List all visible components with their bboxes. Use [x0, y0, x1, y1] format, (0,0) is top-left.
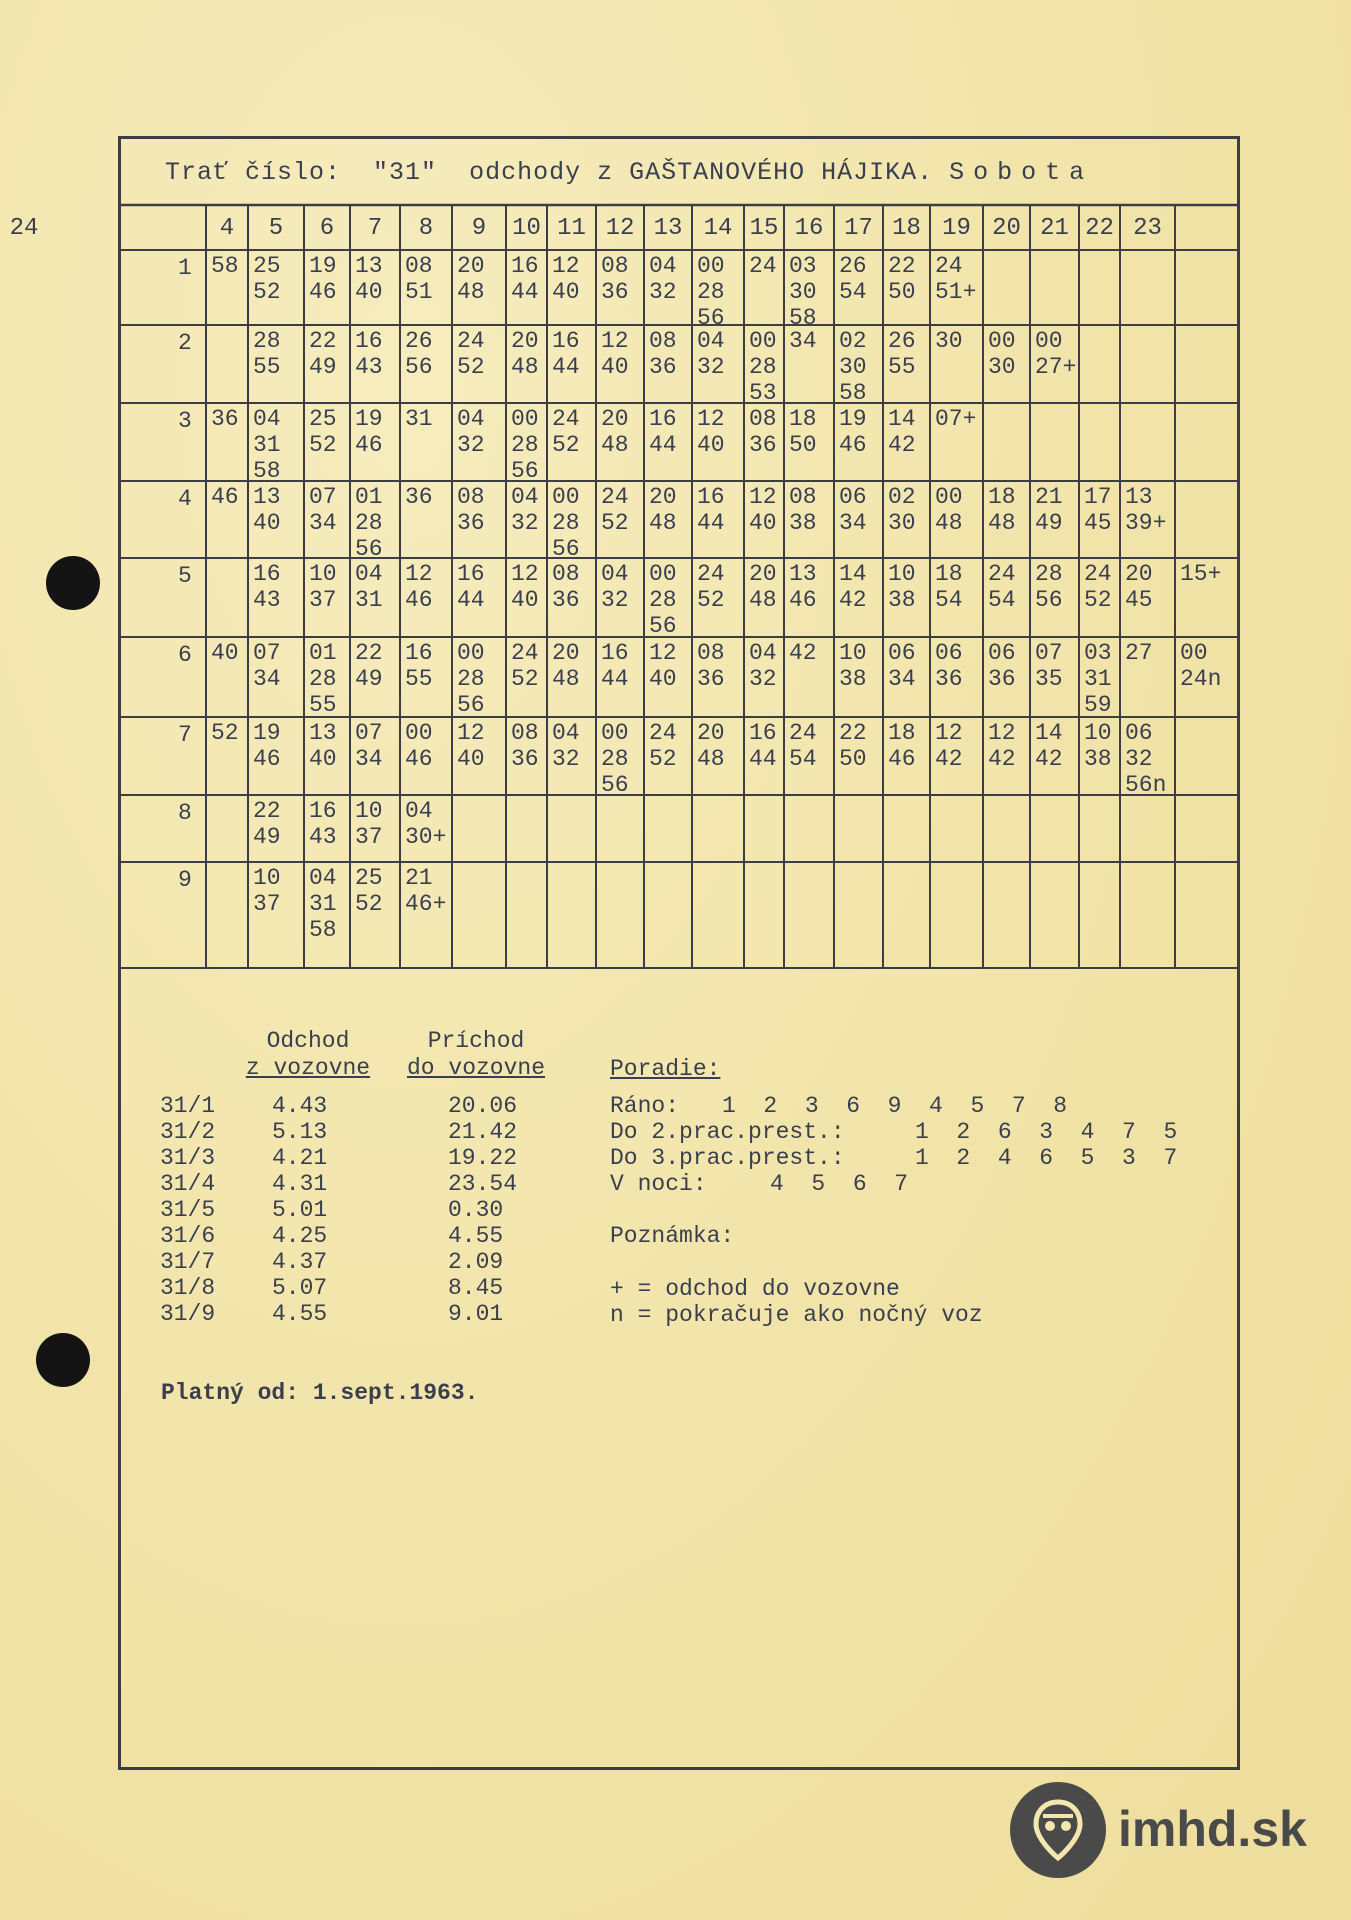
note-line-n: n = pokračuje ako nočný voz [610, 1302, 983, 1328]
departure-cell: 12 42 [988, 720, 1016, 772]
depot-out-header [228, 1028, 388, 1082]
departure-cell: 07 34 [253, 640, 281, 692]
departure-cell: 16 44 [601, 640, 629, 692]
departure-cell: 16 44 [749, 720, 777, 772]
departure-cell: 16 43 [355, 328, 383, 380]
departure-cell: 26 55 [888, 328, 916, 380]
departure-cell: 15+ [1180, 561, 1222, 587]
departure-cell: 04 30+ [405, 798, 447, 850]
departure-cell: 18 54 [935, 561, 963, 613]
hour-header: 22 [1085, 215, 1114, 242]
order-values: 1 2 6 3 4 7 5 [915, 1119, 1178, 1145]
departure-cell: 34 [789, 328, 817, 354]
depot-in-time: 8.45 [448, 1275, 504, 1301]
departure-cell: 19 46 [355, 406, 383, 458]
departure-cell: 07 34 [355, 720, 383, 772]
departure-cell: 26 56 [405, 328, 433, 380]
depot-in-time: 2.09 [448, 1249, 504, 1275]
depot-run: 31/9 [160, 1301, 216, 1327]
departure-cell: 22 49 [253, 798, 281, 850]
hour-header: 20 [992, 215, 1021, 242]
departure-cell: 04 32 [552, 720, 580, 772]
depot-in-time: 21.42 [448, 1119, 518, 1145]
departure-cell: 26 54 [839, 253, 867, 305]
depot-out-time: 4.55 [272, 1301, 328, 1327]
title-line-number: "31" [373, 158, 438, 187]
departure-cell: 24 54 [789, 720, 817, 772]
hour-header: 12 [605, 215, 635, 242]
order-label: Do 2.prac.prest.: [610, 1119, 845, 1145]
title-direction: odchody z GAŠTANOVÉHO HÁJIKA. [469, 158, 934, 187]
departure-cell: 00 28 56 [697, 253, 725, 331]
departure-cell: 08 38 [789, 484, 817, 536]
run-number: 4 [178, 486, 192, 512]
departure-cell: 13 39+ [1125, 484, 1167, 536]
depot-in-time: 4.55 [448, 1223, 504, 1249]
departure-cell: 10 37 [253, 865, 281, 917]
departure-cell: 24 [749, 253, 777, 279]
departure-cell: 24 52 [552, 406, 580, 458]
depot-run: 31/6 [160, 1223, 216, 1249]
departure-cell: 18 50 [789, 406, 817, 458]
depot-out-time: 4.21 [272, 1145, 328, 1171]
departure-cell: 36 [405, 484, 433, 510]
departure-cell: 00 28 56 [511, 406, 539, 484]
hour-header: 17 [844, 215, 873, 242]
departure-cell: 12 40 [601, 328, 629, 380]
hour-header: 6 [319, 215, 335, 242]
departure-cell: 58 [211, 253, 239, 279]
depot-out-time: 5.01 [272, 1197, 328, 1223]
note-title: Poznámka: [610, 1223, 735, 1249]
depot-out-time: 5.13 [272, 1119, 328, 1145]
departure-cell: 25 52 [355, 865, 383, 917]
departure-cell: 20 48 [457, 253, 485, 305]
departure-cell: 00 46 [405, 720, 433, 772]
departure-cell: 12 40 [649, 640, 677, 692]
departure-cell: 24 52 [457, 328, 485, 380]
valid-from: Platný od: 1.sept.1963. [161, 1380, 479, 1406]
departure-cell: 00 28 56 [601, 720, 629, 798]
hour-header: 8 [418, 215, 434, 242]
hour-header: 9 [471, 215, 487, 242]
departure-cell: 14 42 [839, 561, 867, 613]
run-number: 2 [178, 330, 192, 356]
hour-header: 10 [512, 215, 541, 242]
order-values: 1 2 4 6 5 3 7 [915, 1145, 1178, 1171]
departure-cell: 19 46 [253, 720, 281, 772]
departure-cell: 24 52 [1084, 561, 1112, 613]
departure-cell: 20 48 [511, 328, 539, 380]
departure-cell: 07+ [935, 406, 977, 432]
departure-cell: 00 28 56 [552, 484, 580, 562]
departure-cell: 20 48 [697, 720, 725, 772]
departure-cell: 01 28 56 [355, 484, 383, 562]
departure-cell: 08 51 [405, 253, 433, 305]
departure-cell: 08 36 [552, 561, 580, 613]
depot-run: 31/3 [160, 1145, 216, 1171]
departure-cell: 06 34 [839, 484, 867, 536]
departure-cell: 08 36 [511, 720, 539, 772]
departure-cell: 06 34 [888, 640, 916, 692]
departure-cell: 16 44 [697, 484, 725, 536]
departure-cell: 19 46 [839, 406, 867, 458]
hour-header: 5 [268, 215, 284, 242]
departure-cell: 12 40 [697, 406, 725, 458]
departure-cell: 10 38 [888, 561, 916, 613]
order-title: Poradie: [610, 1056, 721, 1082]
hour-header: 13 [653, 215, 683, 242]
depot-run: 31/7 [160, 1249, 216, 1275]
departure-cell: 08 36 [601, 253, 629, 305]
departure-cell: 17 45 [1084, 484, 1112, 536]
depot-in-time: 19.22 [448, 1145, 518, 1171]
hour-header: 23 [1133, 215, 1162, 242]
hour-header: 18 [892, 215, 921, 242]
departure-cell: 13 40 [253, 484, 281, 536]
departure-cell: 18 48 [988, 484, 1016, 536]
departure-cell: 36 [211, 406, 239, 432]
departure-cell: 00 30 [988, 328, 1016, 380]
departure-cell: 20 48 [649, 484, 677, 536]
departure-cell: 28 55 [253, 328, 281, 380]
order-values: 1 2 3 6 9 4 5 7 8 [722, 1093, 1068, 1119]
imhd-logo[interactable] [1010, 1782, 1310, 1882]
departure-cell: 10 38 [1084, 720, 1112, 772]
hour-header: 24 [9, 215, 39, 242]
departure-cell: 24 52 [601, 484, 629, 536]
departure-cell: 04 32 [601, 561, 629, 613]
run-number: 3 [178, 408, 192, 434]
departure-cell: 06 36 [988, 640, 1016, 692]
hour-header: 7 [367, 215, 383, 242]
depot-out-header-line1: Odchod [266, 1028, 350, 1054]
depot-in-time: 9.01 [448, 1301, 504, 1327]
departure-cell: 21 49 [1035, 484, 1063, 536]
run-number: 9 [178, 867, 192, 893]
depot-run: 31/4 [160, 1171, 216, 1197]
depot-in-header-line1: Príchod [427, 1028, 525, 1054]
hour-header: 21 [1040, 215, 1069, 242]
departure-cell: 20 48 [749, 561, 777, 613]
departure-cell: 27 [1125, 640, 1153, 666]
depot-in-time: 23.54 [448, 1171, 518, 1197]
departure-cell: 16 44 [552, 328, 580, 380]
order-label: V noci: [610, 1171, 707, 1197]
depot-in-header [396, 1028, 556, 1082]
departure-cell: 12 46 [405, 561, 433, 613]
departure-cell: 00 27+ [1035, 328, 1077, 380]
departure-cell: 20 45 [1125, 561, 1153, 613]
departure-cell: 01 28 55 [309, 640, 337, 718]
order-label: Do 3.prac.prest.: [610, 1145, 845, 1171]
departure-cell: 10 37 [355, 798, 383, 850]
departure-cell: 04 31 58 [309, 865, 337, 943]
departure-cell: 12 40 [511, 561, 539, 613]
departure-cell: 00 48 [935, 484, 963, 536]
imhd-logo-text: imhd.sk [1118, 1801, 1307, 1857]
departure-cell: 22 49 [355, 640, 383, 692]
depot-out-time: 4.43 [272, 1093, 328, 1119]
departure-cell: 04 32 [749, 640, 777, 692]
departure-cell: 25 52 [309, 406, 337, 458]
departure-cell: 22 50 [839, 720, 867, 772]
departure-cell: 19 46 [309, 253, 337, 305]
note-line-plus: + = odchod do vozovne [610, 1276, 900, 1302]
depot-out-time: 4.37 [272, 1249, 328, 1275]
departure-cell: 12 40 [749, 484, 777, 536]
departure-cell: 24 52 [649, 720, 677, 772]
run-number: 6 [178, 642, 192, 668]
depot-run: 31/5 [160, 1197, 216, 1223]
run-number: 8 [178, 800, 192, 826]
departure-cell: 20 48 [601, 406, 629, 458]
hour-header: 11 [557, 215, 586, 242]
departure-cell: 04 32 [511, 484, 539, 536]
order-label: Ráno: [610, 1093, 680, 1119]
departure-cell: 16 44 [457, 561, 485, 613]
departure-cell: 40 [211, 640, 239, 666]
departure-cell: 04 31 58 [253, 406, 281, 484]
departure-cell: 08 36 [749, 406, 777, 458]
departure-cell: 00 24n [1180, 640, 1222, 692]
departure-cell: 08 36 [457, 484, 485, 536]
depot-out-header-line2: z vozovne [245, 1055, 371, 1081]
departure-cell: 31 [405, 406, 433, 432]
departure-cell: 12 42 [935, 720, 963, 772]
depot-run: 31/8 [160, 1275, 216, 1301]
departure-cell: 04 31 [355, 561, 383, 613]
departure-cell: 18 46 [888, 720, 916, 772]
order-values: 4 5 6 7 [770, 1171, 909, 1197]
hour-header: 15 [749, 215, 779, 242]
departure-cell: 22 50 [888, 253, 916, 305]
departure-cell: 24 54 [988, 561, 1016, 613]
departure-cell: 24 52 [511, 640, 539, 692]
departure-cell: 00 28 56 [457, 640, 485, 718]
departure-cell: 42 [789, 640, 817, 666]
departure-cell: 46 [211, 484, 239, 510]
departure-cell: 25 52 [253, 253, 281, 305]
departure-cell: 08 36 [649, 328, 677, 380]
depot-run: 31/2 [160, 1119, 216, 1145]
departure-cell: 16 44 [511, 253, 539, 305]
run-number: 1 [178, 255, 192, 281]
departure-cell: 16 55 [405, 640, 433, 692]
departure-cell: 12 40 [552, 253, 580, 305]
departure-cell: 03 31 59 [1084, 640, 1112, 718]
run-number: 7 [178, 722, 192, 748]
departure-cell: 06 36 [935, 640, 963, 692]
departure-cell: 02 30 [888, 484, 916, 536]
hour-header: 4 [219, 215, 235, 242]
departure-cell: 22 49 [309, 328, 337, 380]
departure-cell: 10 38 [839, 640, 867, 692]
departure-cell: 24 51+ [935, 253, 977, 305]
depot-out-time: 4.31 [272, 1171, 328, 1197]
departure-cell: 00 28 53 [749, 328, 777, 406]
departure-cell: 07 34 [309, 484, 337, 536]
departure-cell: 14 42 [1035, 720, 1063, 772]
departure-cell: 00 28 56 [649, 561, 677, 639]
depot-out-time: 5.07 [272, 1275, 328, 1301]
depot-run: 31/1 [160, 1093, 216, 1119]
depot-in-time: 0.30 [448, 1197, 504, 1223]
departure-cell: 06 32 56n [1125, 720, 1167, 798]
departure-cell: 21 46+ [405, 865, 447, 917]
departure-cell: 12 40 [457, 720, 485, 772]
departure-cell: 24 52 [697, 561, 725, 613]
departure-cell: 14 42 [888, 406, 916, 458]
departure-cell: 02 30 58 [839, 328, 867, 406]
departure-cell: 52 [211, 720, 239, 746]
hour-header: 14 [703, 215, 733, 242]
departure-cell: 20 48 [552, 640, 580, 692]
departure-cell: 16 43 [309, 798, 337, 850]
hour-header: 16 [794, 215, 824, 242]
imhd-logo-icon [1010, 1782, 1106, 1878]
run-number: 5 [178, 563, 192, 589]
hour-header: 19 [942, 215, 971, 242]
departure-cell: 13 40 [355, 253, 383, 305]
departure-cell: 03 30 58 [789, 253, 817, 331]
title-day: Sobota [949, 158, 1094, 187]
departure-cell: 08 36 [697, 640, 725, 692]
depot-in-header-line2: do vozovne [406, 1055, 546, 1081]
depot-out-time: 4.25 [272, 1223, 328, 1249]
departure-cell: 13 46 [789, 561, 817, 613]
departure-cell: 28 56 [1035, 561, 1063, 613]
departure-cell: 16 43 [253, 561, 281, 613]
departure-cell: 04 32 [649, 253, 677, 305]
title-label: Trať číslo: [165, 158, 342, 187]
departure-cell: 07 35 [1035, 640, 1063, 692]
departure-cell: 30 [935, 328, 963, 354]
departure-cell: 04 32 [457, 406, 485, 458]
departure-cell: 16 44 [649, 406, 677, 458]
departure-cell: 04 32 [697, 328, 725, 380]
depot-in-time: 20.06 [448, 1093, 518, 1119]
departure-cell: 13 40 [309, 720, 337, 772]
departure-cell: 10 37 [309, 561, 337, 613]
